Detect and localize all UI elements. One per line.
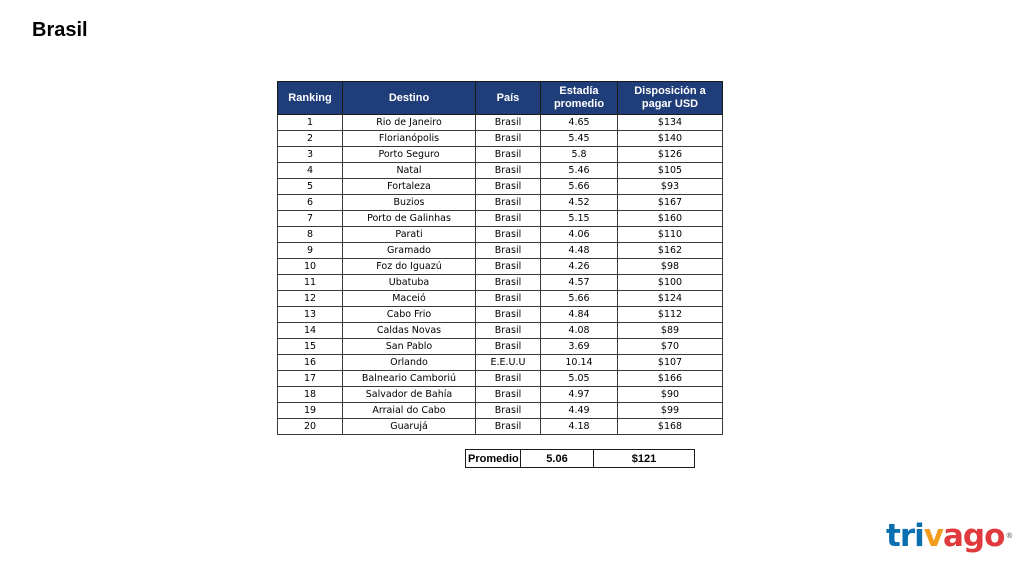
cell-pago: $105 xyxy=(618,163,723,179)
cell-ranking: 13 xyxy=(278,307,343,323)
cell-pago: $89 xyxy=(618,323,723,339)
cell-estadia: 5.05 xyxy=(541,371,618,387)
table-row xyxy=(278,323,723,339)
table-row xyxy=(278,195,723,211)
cell-pais: Brasil xyxy=(476,275,541,291)
cell-estadia: 4.97 xyxy=(541,387,618,403)
table-row xyxy=(278,419,723,435)
cell-pais: Brasil xyxy=(476,179,541,195)
registered-mark: ® xyxy=(1005,531,1013,540)
cell-ranking: 17 xyxy=(278,371,343,387)
summary-estadia: 5.06 xyxy=(521,450,594,468)
cell-pago: $140 xyxy=(618,131,723,147)
logo-letter: i xyxy=(914,518,924,554)
cell-destino: Guarujá xyxy=(343,419,476,435)
cell-ranking: 20 xyxy=(278,419,343,435)
cell-pais: Brasil xyxy=(476,115,541,131)
cell-ranking: 8 xyxy=(278,227,343,243)
cell-ranking: 7 xyxy=(278,211,343,227)
cell-ranking: 1 xyxy=(278,115,343,131)
cell-estadia: 3.69 xyxy=(541,339,618,355)
table-row xyxy=(278,163,723,179)
cell-estadia: 4.84 xyxy=(541,307,618,323)
cell-pago: $70 xyxy=(618,339,723,355)
table-row xyxy=(278,147,723,163)
cell-pago: $90 xyxy=(618,387,723,403)
cell-ranking: 10 xyxy=(278,259,343,275)
cell-pago: $98 xyxy=(618,259,723,275)
cell-destino: Maceió xyxy=(343,291,476,307)
logo-letter: o xyxy=(984,518,1005,554)
cell-destino: San Pablo xyxy=(343,339,476,355)
table-row xyxy=(278,291,723,307)
cell-estadia: 4.49 xyxy=(541,403,618,419)
cell-pais: E.E.U.U xyxy=(476,355,541,371)
cell-destino: Florianópolis xyxy=(343,131,476,147)
cell-destino: Balneario Camboriú xyxy=(343,371,476,387)
cell-ranking: 5 xyxy=(278,179,343,195)
cell-pais: Brasil xyxy=(476,387,541,403)
cell-estadia: 4.26 xyxy=(541,259,618,275)
cell-pais: Brasil xyxy=(476,243,541,259)
cell-pais: Brasil xyxy=(476,403,541,419)
cell-estadia: 5.46 xyxy=(541,163,618,179)
cell-pais: Brasil xyxy=(476,211,541,227)
cell-ranking: 2 xyxy=(278,131,343,147)
cell-pais: Brasil xyxy=(476,259,541,275)
cell-pago: $168 xyxy=(618,419,723,435)
cell-pago: $124 xyxy=(618,291,723,307)
cell-destino: Buzios xyxy=(343,195,476,211)
cell-pais: Brasil xyxy=(476,163,541,179)
cell-destino: Parati xyxy=(343,227,476,243)
summary-table xyxy=(465,449,695,468)
cell-pago: $160 xyxy=(618,211,723,227)
cell-pago: $126 xyxy=(618,147,723,163)
cell-ranking: 11 xyxy=(278,275,343,291)
table-row xyxy=(278,387,723,403)
logo-letter: a xyxy=(942,518,963,554)
header-pais: País xyxy=(476,82,541,115)
cell-estadia: 10.14 xyxy=(541,355,618,371)
cell-pago: $93 xyxy=(618,179,723,195)
trivago-logo xyxy=(886,518,1012,554)
cell-ranking: 3 xyxy=(278,147,343,163)
cell-pais: Brasil xyxy=(476,195,541,211)
table-row xyxy=(278,115,723,131)
table-row xyxy=(278,131,723,147)
cell-pago: $166 xyxy=(618,371,723,387)
cell-ranking: 15 xyxy=(278,339,343,355)
cell-destino: Orlando xyxy=(343,355,476,371)
logo-letter: t xyxy=(886,518,900,554)
table-row xyxy=(278,243,723,259)
cell-destino: Caldas Novas xyxy=(343,323,476,339)
cell-pais: Brasil xyxy=(476,371,541,387)
cell-ranking: 16 xyxy=(278,355,343,371)
cell-destino: Salvador de Bahía xyxy=(343,387,476,403)
cell-estadia: 4.18 xyxy=(541,419,618,435)
cell-estadia: 4.08 xyxy=(541,323,618,339)
cell-pais: Brasil xyxy=(476,419,541,435)
cell-estadia: 4.57 xyxy=(541,275,618,291)
cell-destino: Ubatuba xyxy=(343,275,476,291)
cell-ranking: 9 xyxy=(278,243,343,259)
cell-estadia: 5.15 xyxy=(541,211,618,227)
cell-pais: Brasil xyxy=(476,307,541,323)
table-row xyxy=(278,355,723,371)
cell-destino: Porto Seguro xyxy=(343,147,476,163)
cell-pago: $110 xyxy=(618,227,723,243)
cell-pais: Brasil xyxy=(476,323,541,339)
summary-pago: $121 xyxy=(594,450,695,468)
cell-estadia: 4.06 xyxy=(541,227,618,243)
table-row xyxy=(278,403,723,419)
table-header-row xyxy=(278,82,723,115)
cell-pago: $100 xyxy=(618,275,723,291)
cell-pais: Brasil xyxy=(476,227,541,243)
header-estadia: Estadía promedio xyxy=(541,82,618,115)
ranking-table xyxy=(277,81,723,435)
logo-letter: v xyxy=(923,518,943,554)
cell-pago: $112 xyxy=(618,307,723,323)
logo-letter: g xyxy=(962,518,985,554)
table-row xyxy=(278,275,723,291)
table-row xyxy=(278,227,723,243)
cell-ranking: 19 xyxy=(278,403,343,419)
cell-pago: $167 xyxy=(618,195,723,211)
cell-pago: $99 xyxy=(618,403,723,419)
cell-ranking: 14 xyxy=(278,323,343,339)
cell-estadia: 4.48 xyxy=(541,243,618,259)
table-body xyxy=(278,115,723,435)
table-row xyxy=(278,371,723,387)
logo-letter: r xyxy=(899,518,915,554)
cell-ranking: 4 xyxy=(278,163,343,179)
summary-label: Promedio xyxy=(466,450,521,468)
cell-ranking: 18 xyxy=(278,387,343,403)
cell-destino: Gramado xyxy=(343,243,476,259)
table-row xyxy=(278,339,723,355)
cell-estadia: 5.45 xyxy=(541,131,618,147)
cell-pais: Brasil xyxy=(476,147,541,163)
cell-ranking: 6 xyxy=(278,195,343,211)
cell-pais: Brasil xyxy=(476,291,541,307)
table-row xyxy=(278,211,723,227)
cell-ranking: 12 xyxy=(278,291,343,307)
cell-destino: Natal xyxy=(343,163,476,179)
cell-destino: Fortaleza xyxy=(343,179,476,195)
header-destino: Destino xyxy=(343,82,476,115)
cell-destino: Arraial do Cabo xyxy=(343,403,476,419)
cell-estadia: 4.65 xyxy=(541,115,618,131)
cell-estadia: 4.52 xyxy=(541,195,618,211)
slide-title: Brasil xyxy=(32,19,88,41)
cell-pais: Brasil xyxy=(476,339,541,355)
cell-destino: Porto de Galinhas xyxy=(343,211,476,227)
cell-destino: Foz do Iguazú xyxy=(343,259,476,275)
cell-estadia: 5.66 xyxy=(541,179,618,195)
cell-destino: Cabo Frio xyxy=(343,307,476,323)
summary-row xyxy=(466,450,695,468)
table-row xyxy=(278,179,723,195)
table-row xyxy=(278,307,723,323)
cell-destino: Rio de Janeiro xyxy=(343,115,476,131)
table-row xyxy=(278,259,723,275)
cell-pago: $134 xyxy=(618,115,723,131)
header-ranking: Ranking xyxy=(278,82,343,115)
cell-pago: $107 xyxy=(618,355,723,371)
cell-estadia: 5.8 xyxy=(541,147,618,163)
cell-pais: Brasil xyxy=(476,131,541,147)
cell-pago: $162 xyxy=(618,243,723,259)
header-disposicion: Disposición a pagar USD xyxy=(618,82,723,115)
cell-estadia: 5.66 xyxy=(541,291,618,307)
